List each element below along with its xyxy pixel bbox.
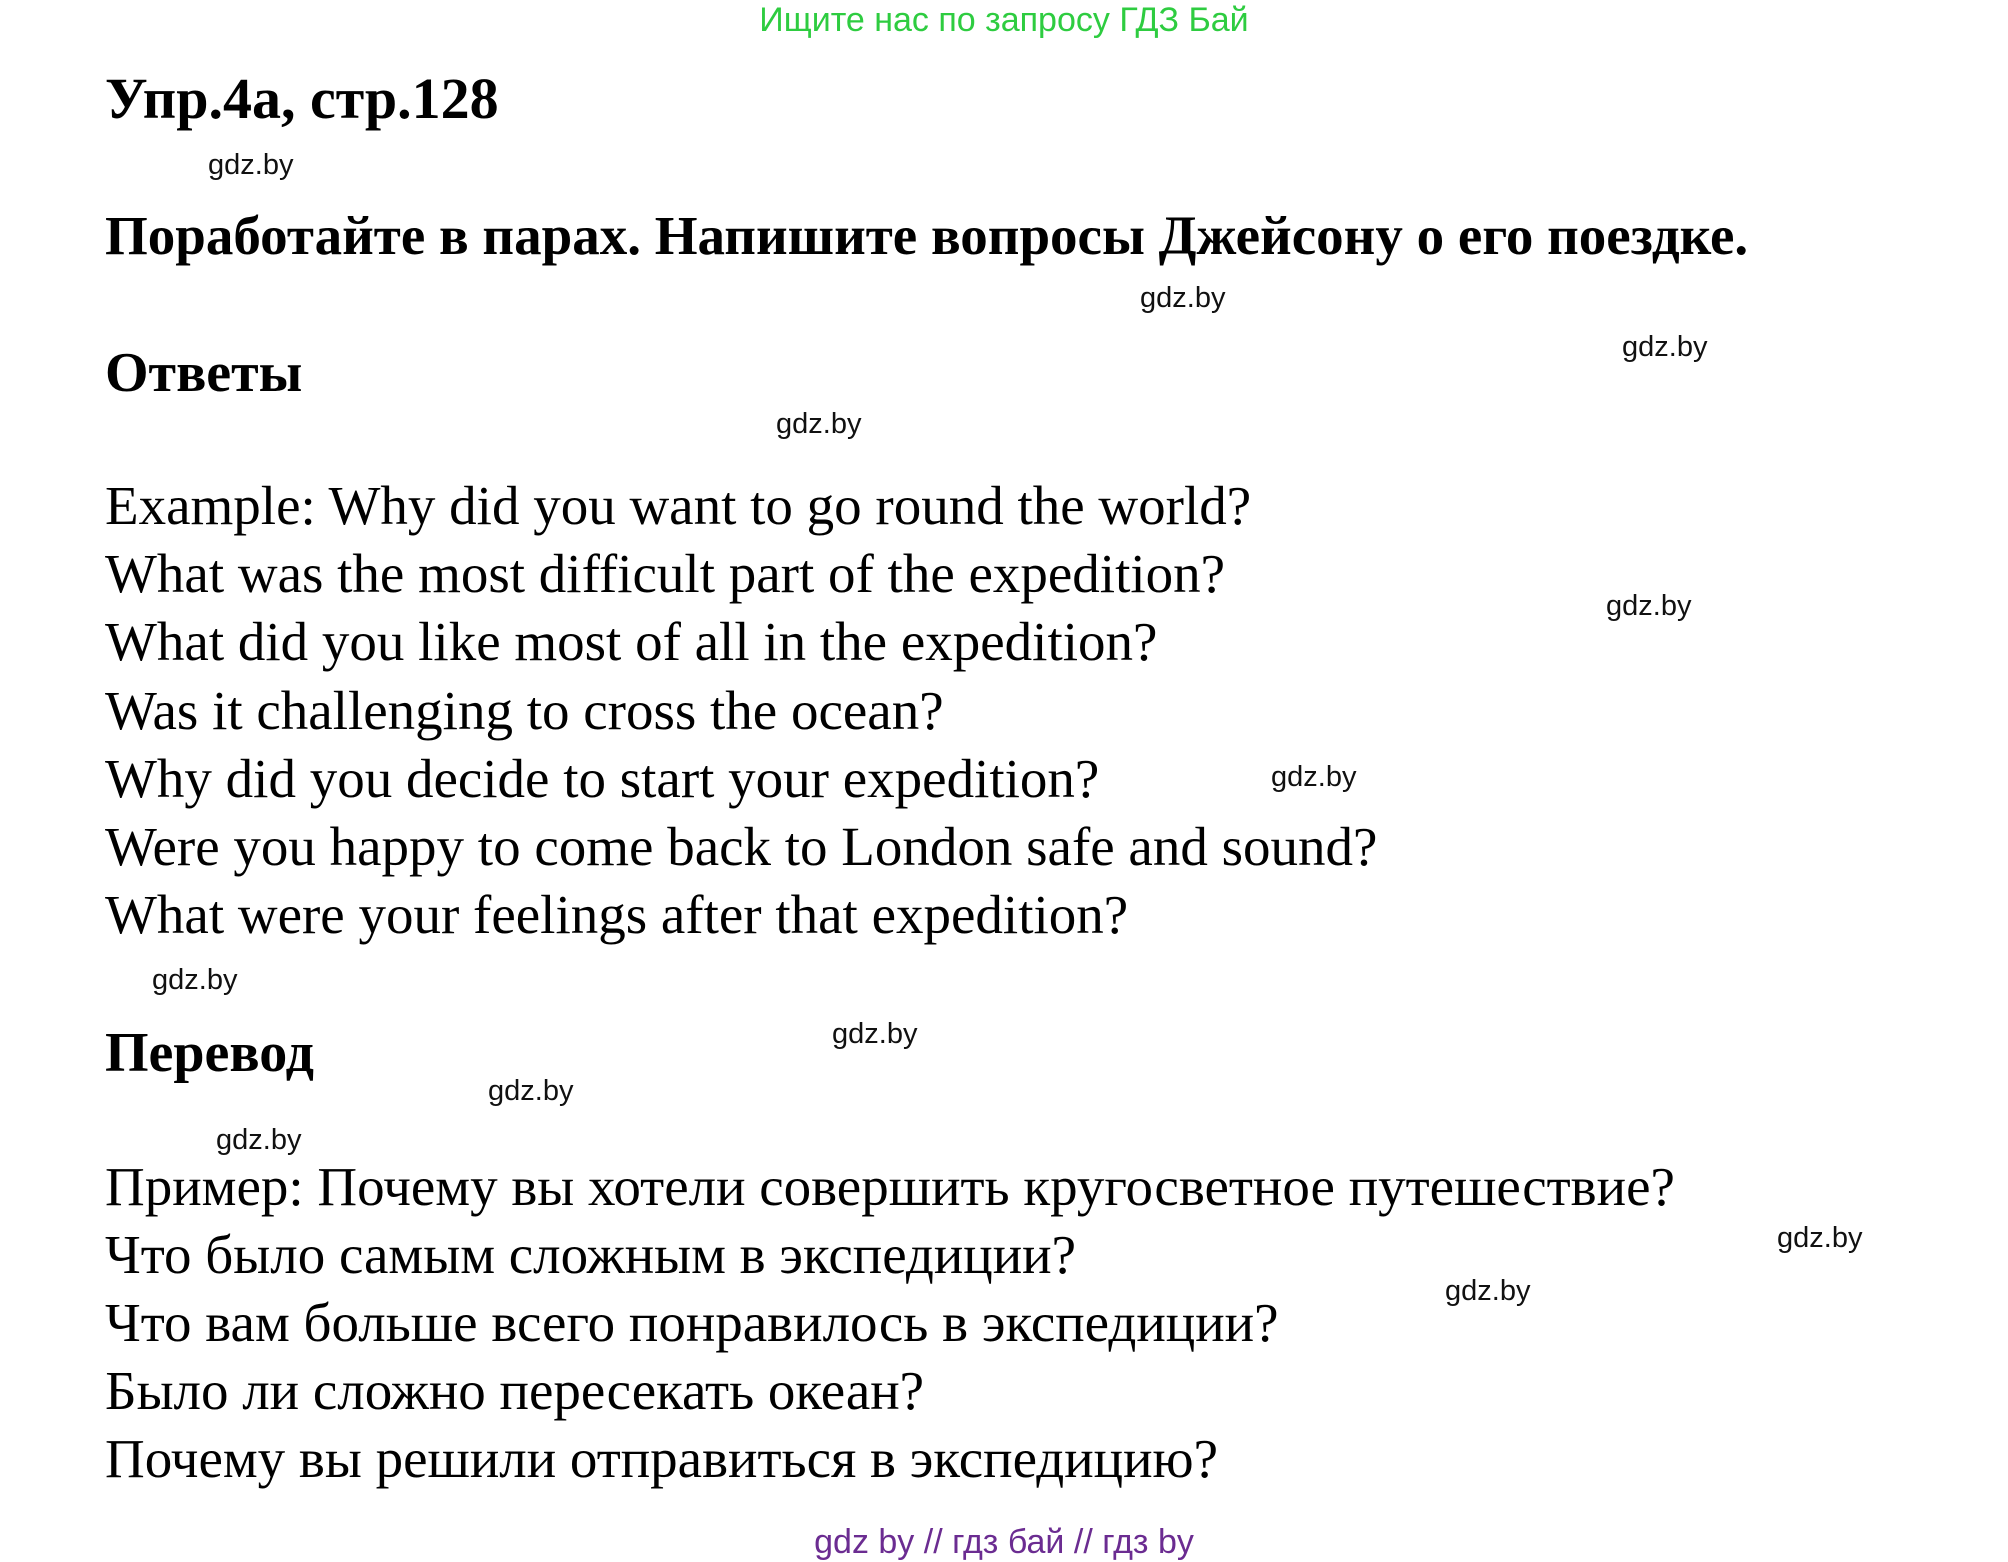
translation-line: Почему вы решили отправиться в экспедицию? (105, 1428, 1219, 1489)
exercise-title: Упр.4а, стр.128 (105, 66, 499, 131)
watermark: gdz.by (216, 1124, 302, 1156)
watermark: gdz.by (152, 964, 238, 996)
translation-line: Что вам больше всего понравилось в экспедиции? (105, 1292, 1279, 1353)
answer-line: Was it challenging to cross the ocean? (105, 680, 944, 741)
answer-line: What did you like most of all in the expedition? (105, 611, 1158, 672)
watermark: gdz.by (1777, 1222, 1863, 1254)
translation-line: Что было самым сложным в экспедиции? (105, 1224, 1077, 1285)
watermark: gdz.by (1445, 1275, 1531, 1307)
answer-line: What were your feelings after that expedition? (105, 884, 1129, 945)
watermark: gdz.by (832, 1018, 918, 1050)
answer-line: Were you happy to come back to London safe and sound? (105, 816, 1378, 877)
watermark: gdz.by (776, 408, 862, 440)
footer-links: gdz by // гдз бай // гдз by (814, 1523, 1194, 1561)
watermark: gdz.by (208, 149, 294, 181)
watermark: gdz.by (1622, 331, 1708, 363)
watermark: gdz.by (1140, 282, 1226, 314)
search-banner: Ищите нас по запросу ГДЗ Бай (759, 1, 1249, 39)
watermark: gdz.by (488, 1075, 574, 1107)
watermark: gdz.by (1271, 761, 1357, 793)
translation-line: Пример: Почему вы хотели совершить кругосветное путешествие? (105, 1156, 1675, 1217)
translation-heading: Перевод (105, 1022, 314, 1084)
watermark: gdz.by (1606, 590, 1692, 622)
translation-line: Было ли сложно пересекать океан? (105, 1360, 925, 1421)
answer-line: Why did you decide to start your expedition? (105, 748, 1100, 809)
answer-line: Example: Why did you want to go round the world? (105, 475, 1252, 536)
task-statement: Поработайте в парах. Напишите вопросы Джейсону о его поездке. (105, 205, 1749, 266)
answers-heading: Ответы (105, 342, 303, 404)
answer-line: What was the most difficult part of the expedition? (105, 543, 1226, 604)
